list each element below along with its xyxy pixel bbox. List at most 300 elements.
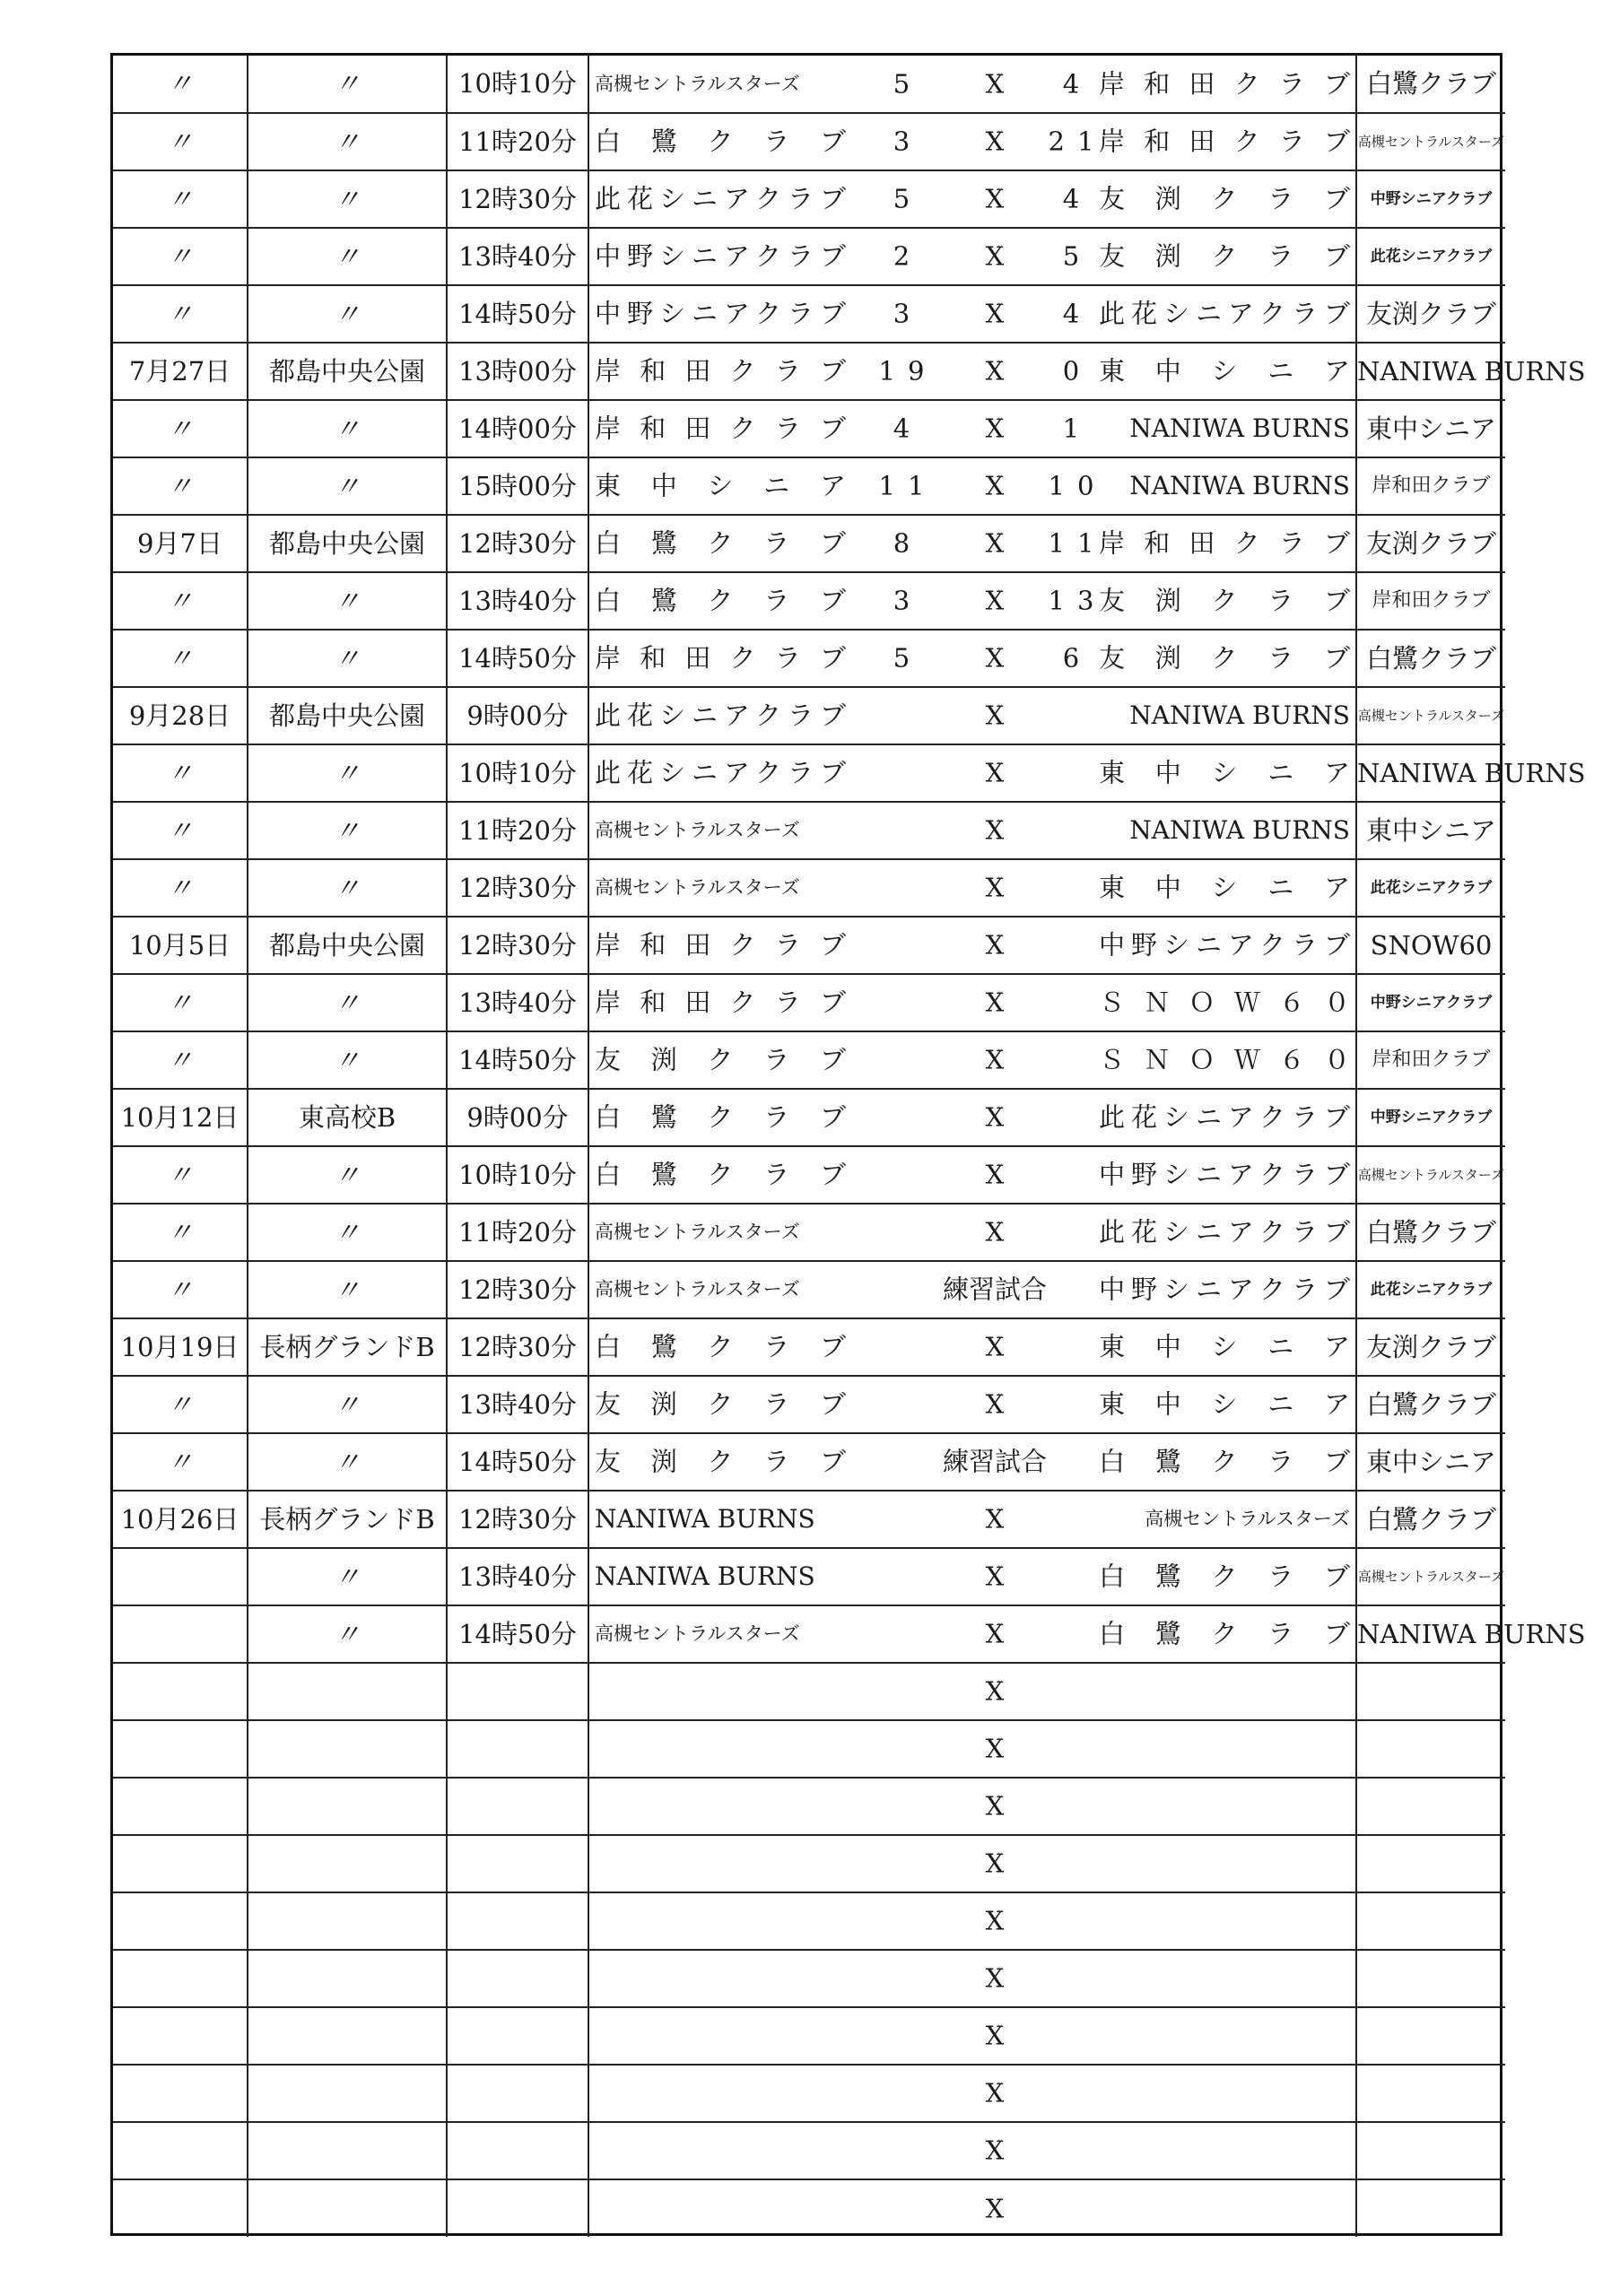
table-row bbox=[113, 1261, 1505, 1318]
versus-mark: X bbox=[985, 126, 1005, 157]
venue-cell bbox=[248, 1892, 447, 1950]
table-row bbox=[113, 457, 1505, 515]
away-score: 21 bbox=[1048, 126, 1107, 157]
time-cell: 14時50分 bbox=[447, 1433, 588, 1491]
date-cell: 〃 bbox=[113, 113, 248, 170]
versus-mark: X bbox=[985, 1044, 1005, 1075]
umpire-cell bbox=[1356, 2179, 1505, 2237]
match-cell bbox=[588, 1318, 1356, 1376]
table-row bbox=[113, 343, 1505, 400]
umpire-cell bbox=[1356, 1835, 1505, 1892]
table-row bbox=[113, 744, 1505, 802]
time-cell: 14時00分 bbox=[447, 400, 588, 457]
venue-cell: 長柄グランドB bbox=[248, 1491, 447, 1548]
date-cell: 〃 bbox=[113, 1433, 248, 1491]
table-row bbox=[113, 1031, 1505, 1089]
match-cell bbox=[588, 687, 1356, 744]
match-cell bbox=[588, 630, 1356, 687]
umpire-cell: 東中シニア bbox=[1356, 802, 1505, 859]
venue-cell bbox=[248, 2122, 447, 2179]
venue-cell: 都島中央公園 bbox=[248, 687, 447, 744]
home-team: 岸和田クラブ bbox=[595, 929, 846, 961]
venue-cell bbox=[248, 1950, 447, 2007]
match-cell bbox=[588, 1720, 1356, 1778]
date-cell: 〃 bbox=[113, 744, 248, 802]
table-row bbox=[113, 1204, 1505, 1261]
away-team: 此花シニアクラブ bbox=[1099, 298, 1350, 329]
venue-cell: 〃 bbox=[248, 1031, 447, 1089]
time-cell: 13時00分 bbox=[447, 343, 588, 400]
versus-mark: X bbox=[985, 1618, 1005, 1649]
match-cell bbox=[588, 1376, 1356, 1433]
table-row bbox=[113, 1318, 1505, 1376]
date-cell: 〃 bbox=[113, 1146, 248, 1204]
match-cell bbox=[588, 1605, 1356, 1663]
date-cell: 9月7日 bbox=[113, 515, 248, 572]
match-cell bbox=[588, 859, 1356, 917]
table-row bbox=[113, 2122, 1505, 2179]
date-cell: 〃 bbox=[113, 285, 248, 343]
table-row bbox=[113, 228, 1505, 285]
venue-cell: 〃 bbox=[248, 170, 447, 228]
home-team: 白鷺クラブ bbox=[595, 585, 846, 616]
umpire-cell bbox=[1356, 1663, 1505, 1720]
time-cell: 15時00分 bbox=[447, 457, 588, 515]
away-team: 友渕クラブ bbox=[1099, 642, 1350, 674]
home-team: 此花シニアクラブ bbox=[595, 183, 846, 214]
table-row bbox=[113, 1491, 1505, 1548]
versus-mark: X bbox=[985, 1848, 1005, 1879]
away-team: 友渕クラブ bbox=[1099, 585, 1350, 616]
away-team: 高槻セントラルスターズ bbox=[1145, 1508, 1350, 1530]
venue-cell bbox=[248, 2065, 447, 2122]
away-team: 白鷺クラブ bbox=[1099, 1446, 1350, 1477]
away-score: 10 bbox=[1048, 470, 1107, 501]
date-cell: 9月28日 bbox=[113, 687, 248, 744]
versus-mark: X bbox=[985, 2135, 1005, 2166]
umpire-cell: 中野シニアクラブ bbox=[1356, 170, 1505, 228]
date-cell bbox=[113, 2065, 248, 2122]
away-score: 6 bbox=[1062, 642, 1093, 674]
home-team: 白鷺クラブ bbox=[595, 1101, 846, 1133]
match-cell bbox=[588, 1261, 1356, 1318]
match-cell bbox=[588, 572, 1356, 630]
date-cell: 〃 bbox=[113, 1376, 248, 1433]
away-team: 此花シニアクラブ bbox=[1099, 1101, 1350, 1133]
match-cell bbox=[588, 170, 1356, 228]
umpire-cell: 此花シニアクラブ bbox=[1356, 1261, 1505, 1318]
umpire-cell bbox=[1356, 1892, 1505, 1950]
umpire-cell: 高槻セントラルスターズ bbox=[1356, 113, 1505, 170]
time-cell: 12時30分 bbox=[447, 1261, 588, 1318]
umpire-cell: NANIWA BURNS bbox=[1356, 744, 1505, 802]
umpire-cell: 白鷺クラブ bbox=[1356, 1376, 1505, 1433]
home-team: 高槻セントラルスターズ bbox=[595, 819, 800, 841]
home-score: 3 bbox=[893, 126, 923, 157]
umpire-cell: 白鷺クラブ bbox=[1356, 1491, 1505, 1548]
time-cell: 12時30分 bbox=[447, 170, 588, 228]
away-team: 中野シニアクラブ bbox=[1099, 1274, 1350, 1305]
time-cell bbox=[447, 2007, 588, 2065]
table-row bbox=[113, 515, 1505, 572]
away-team: 東中シニア bbox=[1099, 757, 1350, 788]
time-cell: 9時00分 bbox=[447, 687, 588, 744]
date-cell bbox=[113, 1663, 248, 1720]
away-team: 岸和田クラブ bbox=[1099, 68, 1350, 99]
venue-cell: 〃 bbox=[248, 974, 447, 1031]
venue-cell: 東高校B bbox=[248, 1089, 447, 1146]
venue-cell bbox=[248, 1720, 447, 1778]
table-row bbox=[113, 170, 1505, 228]
umpire-cell: NANIWA BURNS bbox=[1356, 343, 1505, 400]
away-team: 岸和田クラブ bbox=[1099, 527, 1350, 559]
home-score: 11 bbox=[878, 470, 937, 501]
home-score: 8 bbox=[893, 527, 923, 559]
umpire-cell: 岸和田クラブ bbox=[1356, 572, 1505, 630]
table-row bbox=[113, 1720, 1505, 1778]
date-cell: 〃 bbox=[113, 56, 248, 113]
date-cell: 〃 bbox=[113, 630, 248, 687]
versus-mark: X bbox=[985, 355, 1005, 387]
umpire-cell: SNOW60 bbox=[1356, 917, 1505, 974]
table-row bbox=[113, 1548, 1505, 1605]
home-team: 岸和田クラブ bbox=[595, 642, 846, 674]
match-cell bbox=[588, 1778, 1356, 1835]
match-cell bbox=[588, 113, 1356, 170]
table-row bbox=[113, 285, 1505, 343]
umpire-cell: 岸和田クラブ bbox=[1356, 1031, 1505, 1089]
venue-cell: 〃 bbox=[248, 228, 447, 285]
versus-mark: X bbox=[985, 470, 1005, 501]
venue-cell: 〃 bbox=[248, 572, 447, 630]
match-cell bbox=[588, 1892, 1356, 1950]
umpire-cell bbox=[1356, 2122, 1505, 2179]
umpire-cell: 白鷺クラブ bbox=[1356, 1204, 1505, 1261]
date-cell: 〃 bbox=[113, 457, 248, 515]
date-cell: 〃 bbox=[113, 802, 248, 859]
versus-mark: X bbox=[985, 585, 1005, 616]
table-row bbox=[113, 802, 1505, 859]
table-row bbox=[113, 1778, 1505, 1835]
match-cell bbox=[588, 515, 1356, 572]
home-team: 白鷺クラブ bbox=[595, 527, 846, 559]
time-cell bbox=[447, 1835, 588, 1892]
away-score: 5 bbox=[1062, 240, 1093, 272]
time-cell bbox=[447, 2179, 588, 2237]
table-row bbox=[113, 1605, 1505, 1663]
venue-cell: 〃 bbox=[248, 400, 447, 457]
time-cell: 12時30分 bbox=[447, 515, 588, 572]
home-team: 白鷺クラブ bbox=[595, 1331, 846, 1362]
umpire-cell: 岸和田クラブ bbox=[1356, 457, 1505, 515]
table-row bbox=[113, 1835, 1505, 1892]
venue-cell: 〃 bbox=[248, 859, 447, 917]
match-cell bbox=[588, 228, 1356, 285]
venue-cell: 〃 bbox=[248, 744, 447, 802]
match-cell bbox=[588, 1146, 1356, 1204]
versus-mark: X bbox=[985, 298, 1005, 329]
date-cell: 〃 bbox=[113, 1031, 248, 1089]
venue-cell: 都島中央公園 bbox=[248, 917, 447, 974]
away-score: 4 bbox=[1062, 68, 1093, 99]
time-cell bbox=[447, 2065, 588, 2122]
versus-mark: X bbox=[985, 642, 1005, 674]
table-row bbox=[113, 917, 1505, 974]
away-team: 岸和田クラブ bbox=[1099, 126, 1350, 157]
home-score: 3 bbox=[893, 298, 923, 329]
away-team: 東中シニア bbox=[1099, 872, 1350, 903]
venue-cell bbox=[248, 2179, 447, 2237]
venue-cell bbox=[248, 1663, 447, 1720]
umpire-cell: NANIWA BURNS bbox=[1356, 1605, 1505, 1663]
umpire-cell bbox=[1356, 1950, 1505, 2007]
venue-cell: 〃 bbox=[248, 1548, 447, 1605]
schedule-body bbox=[113, 56, 1586, 2237]
home-team: 此花シニアクラブ bbox=[595, 700, 846, 731]
date-cell bbox=[113, 2122, 248, 2179]
match-cell bbox=[588, 400, 1356, 457]
date-cell: 〃 bbox=[113, 170, 248, 228]
versus-mark: X bbox=[985, 872, 1005, 903]
home-team: 岸和田クラブ bbox=[595, 355, 846, 387]
venue-cell: 〃 bbox=[248, 285, 447, 343]
venue-cell: 〃 bbox=[248, 1605, 447, 1663]
time-cell: 14時50分 bbox=[447, 1605, 588, 1663]
versus-mark: X bbox=[985, 929, 1005, 961]
umpire-cell: 友渕クラブ bbox=[1356, 515, 1505, 572]
match-cell bbox=[588, 1031, 1356, 1089]
away-team: NANIWA BURNS bbox=[1129, 471, 1350, 500]
venue-cell: 〃 bbox=[248, 1146, 447, 1204]
time-cell: 12時30分 bbox=[447, 917, 588, 974]
time-cell: 14時50分 bbox=[447, 1031, 588, 1089]
versus-mark: X bbox=[985, 757, 1005, 788]
umpire-cell: 白鷺クラブ bbox=[1356, 56, 1505, 113]
umpire-cell: 東中シニア bbox=[1356, 1433, 1505, 1491]
home-team: 高槻セントラルスターズ bbox=[595, 1278, 800, 1300]
umpire-cell: 此花シニアクラブ bbox=[1356, 228, 1505, 285]
match-cell bbox=[588, 802, 1356, 859]
away-team: 友渕クラブ bbox=[1099, 240, 1350, 272]
date-cell: 〃 bbox=[113, 1261, 248, 1318]
date-cell bbox=[113, 1892, 248, 1950]
versus-mark: X bbox=[985, 1905, 1005, 1936]
match-cell bbox=[588, 457, 1356, 515]
home-team: 高槻セントラルスターズ bbox=[595, 1221, 800, 1243]
table-row bbox=[113, 859, 1505, 917]
away-team: ＳＮＯＷ６０ bbox=[1099, 1044, 1350, 1075]
table-row bbox=[113, 1089, 1505, 1146]
away-score: 11 bbox=[1048, 527, 1107, 559]
umpire-cell: 高槻セントラルスターズ bbox=[1356, 687, 1505, 744]
home-team: NANIWA BURNS bbox=[595, 1504, 815, 1534]
away-team: 中野シニアクラブ bbox=[1099, 929, 1350, 961]
home-score: 19 bbox=[878, 355, 937, 387]
date-cell: 10月12日 bbox=[113, 1089, 248, 1146]
umpire-cell: 此花シニアクラブ bbox=[1356, 859, 1505, 917]
versus-mark: X bbox=[985, 1388, 1005, 1420]
date-cell bbox=[113, 1548, 248, 1605]
match-cell bbox=[588, 2065, 1356, 2122]
umpire-cell bbox=[1356, 1720, 1505, 1778]
venue-cell: 都島中央公園 bbox=[248, 515, 447, 572]
versus-mark: X bbox=[985, 1561, 1005, 1592]
time-cell: 13時40分 bbox=[447, 1548, 588, 1605]
match-cell bbox=[588, 1663, 1356, 1720]
match-cell bbox=[588, 1950, 1356, 2007]
time-cell: 14時50分 bbox=[447, 630, 588, 687]
time-cell: 11時20分 bbox=[447, 113, 588, 170]
home-score: 5 bbox=[893, 183, 923, 214]
versus-mark: X bbox=[985, 987, 1005, 1018]
versus-mark: X bbox=[985, 814, 1005, 846]
home-team: 此花シニアクラブ bbox=[595, 757, 846, 788]
versus-mark: X bbox=[985, 1101, 1005, 1133]
date-cell bbox=[113, 1720, 248, 1778]
table-row bbox=[113, 630, 1505, 687]
away-team: 東中シニア bbox=[1099, 1388, 1350, 1420]
table-row bbox=[113, 572, 1505, 630]
away-team: 友渕クラブ bbox=[1099, 183, 1350, 214]
time-cell: 12時30分 bbox=[447, 859, 588, 917]
table-row bbox=[113, 1376, 1505, 1433]
venue-cell bbox=[248, 2007, 447, 2065]
time-cell: 12時30分 bbox=[447, 1318, 588, 1376]
home-team: 中野シニアクラブ bbox=[595, 240, 846, 272]
umpire-cell: 白鷺クラブ bbox=[1356, 630, 1505, 687]
versus-mark: X bbox=[985, 700, 1005, 731]
match-cell bbox=[588, 1835, 1356, 1892]
time-cell: 11時20分 bbox=[447, 802, 588, 859]
match-cell bbox=[588, 343, 1356, 400]
home-score: 5 bbox=[893, 68, 923, 99]
away-team: 東中シニア bbox=[1099, 355, 1350, 387]
date-cell bbox=[113, 2179, 248, 2237]
home-team: 白鷺クラブ bbox=[595, 126, 846, 157]
table-row bbox=[113, 1950, 1505, 2007]
match-cell bbox=[588, 974, 1356, 1031]
table-row bbox=[113, 1663, 1505, 1720]
match-cell bbox=[588, 917, 1356, 974]
away-score: 0 bbox=[1062, 355, 1093, 387]
match-cell bbox=[588, 2179, 1356, 2237]
time-cell: 13時40分 bbox=[447, 1376, 588, 1433]
match-cell bbox=[588, 1548, 1356, 1605]
time-cell: 12時30分 bbox=[447, 1491, 588, 1548]
match-cell bbox=[588, 1204, 1356, 1261]
date-cell: 〃 bbox=[113, 572, 248, 630]
date-cell: 10月19日 bbox=[113, 1318, 248, 1376]
home-team: 白鷺クラブ bbox=[595, 1159, 846, 1190]
umpire-cell bbox=[1356, 2065, 1505, 2122]
versus-mark: X bbox=[985, 1503, 1005, 1535]
away-team: NANIWA BURNS bbox=[1129, 700, 1350, 730]
time-cell bbox=[447, 1892, 588, 1950]
match-cell bbox=[588, 56, 1356, 113]
home-team: 岸和田クラブ bbox=[595, 987, 846, 1018]
date-cell: 〃 bbox=[113, 400, 248, 457]
versus-mark: 練習試合 bbox=[942, 1446, 1047, 1477]
umpire-cell: 友渕クラブ bbox=[1356, 285, 1505, 343]
venue-cell: 都島中央公園 bbox=[248, 343, 447, 400]
match-cell bbox=[588, 285, 1356, 343]
away-team: NANIWA BURNS bbox=[1129, 413, 1350, 443]
umpire-cell: 中野シニアクラブ bbox=[1356, 1089, 1505, 1146]
date-cell: 〃 bbox=[113, 1204, 248, 1261]
venue-cell: 長柄グランドB bbox=[248, 1318, 447, 1376]
date-cell bbox=[113, 1835, 248, 1892]
venue-cell: 〃 bbox=[248, 802, 447, 859]
versus-mark: X bbox=[985, 1790, 1005, 1822]
venue-cell: 〃 bbox=[248, 1376, 447, 1433]
venue-cell: 〃 bbox=[248, 56, 447, 113]
versus-mark: X bbox=[985, 413, 1005, 444]
versus-mark: X bbox=[985, 2020, 1005, 2051]
versus-mark: 練習試合 bbox=[942, 1274, 1047, 1305]
table-row bbox=[113, 56, 1505, 113]
venue-cell: 〃 bbox=[248, 630, 447, 687]
away-team: 東中シニア bbox=[1099, 1331, 1350, 1362]
time-cell: 10時10分 bbox=[447, 744, 588, 802]
date-cell: 7月27日 bbox=[113, 343, 248, 400]
match-cell bbox=[588, 2007, 1356, 2065]
home-team: 友渕クラブ bbox=[595, 1388, 846, 1420]
table-row bbox=[113, 687, 1505, 744]
versus-mark: X bbox=[985, 1962, 1005, 1994]
venue-cell: 〃 bbox=[248, 113, 447, 170]
away-score: 4 bbox=[1062, 298, 1093, 329]
away-score: 4 bbox=[1062, 183, 1093, 214]
date-cell: 〃 bbox=[113, 974, 248, 1031]
home-team: 高槻セントラルスターズ bbox=[595, 1622, 800, 1645]
match-cell bbox=[588, 744, 1356, 802]
away-score: 13 bbox=[1048, 585, 1107, 616]
date-cell: 〃 bbox=[113, 859, 248, 917]
umpire-cell: 高槻セントラルスターズ bbox=[1356, 1548, 1505, 1605]
home-team: 高槻セントラルスターズ bbox=[595, 876, 800, 899]
table-row bbox=[113, 400, 1505, 457]
time-cell: 10時10分 bbox=[447, 1146, 588, 1204]
umpire-cell: 高槻セントラルスターズ bbox=[1356, 1146, 1505, 1204]
table-row bbox=[113, 113, 1505, 170]
table-row bbox=[113, 1433, 1505, 1491]
time-cell bbox=[447, 1778, 588, 1835]
table-row bbox=[113, 1146, 1505, 1204]
time-cell: 13時40分 bbox=[447, 572, 588, 630]
table-row bbox=[113, 2065, 1505, 2122]
venue-cell bbox=[248, 1778, 447, 1835]
venue-cell bbox=[248, 1835, 447, 1892]
table-row bbox=[113, 1892, 1505, 1950]
home-score: 4 bbox=[893, 413, 923, 444]
versus-mark: X bbox=[985, 1733, 1005, 1764]
time-cell: 13時40分 bbox=[447, 974, 588, 1031]
away-team: 此花シニアクラブ bbox=[1099, 1216, 1350, 1248]
date-cell bbox=[113, 1778, 248, 1835]
home-score: 3 bbox=[893, 585, 923, 616]
venue-cell: 〃 bbox=[248, 1433, 447, 1491]
date-cell: 10月26日 bbox=[113, 1491, 248, 1548]
time-cell: 11時20分 bbox=[447, 1204, 588, 1261]
venue-cell: 〃 bbox=[248, 1261, 447, 1318]
home-team: NANIWA BURNS bbox=[595, 1561, 815, 1591]
time-cell: 10時10分 bbox=[447, 56, 588, 113]
versus-mark: X bbox=[985, 1331, 1005, 1362]
table-row bbox=[113, 2179, 1505, 2237]
versus-mark: X bbox=[985, 183, 1005, 214]
home-team: 東中シニア bbox=[595, 470, 846, 501]
away-team: ＳＮＯＷ６０ bbox=[1099, 987, 1350, 1018]
